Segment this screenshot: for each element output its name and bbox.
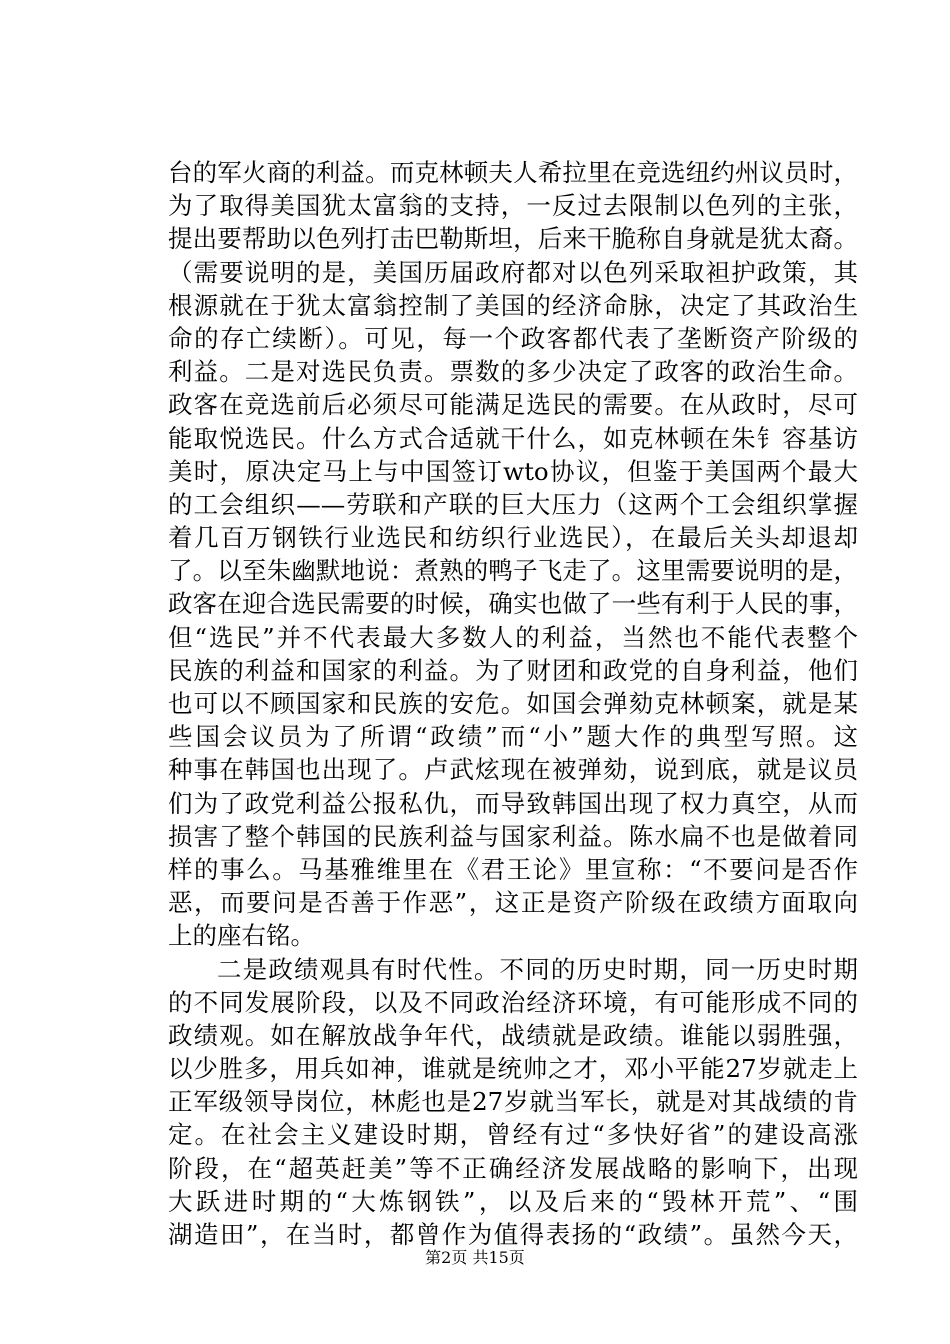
text-line: 恶，而要问是否善于作恶”，这正是资产阶级在政绩方面取向: [168, 888, 858, 918]
text-line: 正军级领导岗位，林彪也是27岁就当军长，就是对其战绩的肯: [168, 1087, 858, 1117]
text-line: 也可以不顾国家和民族的安危。如国会弹劾克林顿案，就是某: [168, 689, 858, 718]
text-line: 上的座右铭。: [168, 921, 315, 951]
text-line: 政绩观。如在解放战争年代，战绩就是政绩。谁能以弱胜强，: [168, 1020, 858, 1050]
text-line: 台的军火商的利益。而克林顿夫人希拉里在竞选纽约州议员时，: [168, 158, 858, 187]
text-line: 根源就在于犹太富翁控制了美国的经济命脉，决定了其政治生: [168, 290, 858, 320]
text-line: 定。在社会主义建设时期，曾经有过“多快好省”的建设高涨: [168, 1120, 858, 1150]
text-line: 种事在韩国也出现了。卢武炫现在被弹劾，说到底，就是议员: [168, 755, 858, 785]
text-line: 提出要帮助以色列打击巴勒斯坦，后来干脆称自身就是犹太裔。: [168, 224, 858, 254]
text-line: 样的事么。马基雅维里在《君王论》里宣称：“不要问是否作: [168, 854, 858, 884]
page-number-footer: 第2页 共15页: [425, 1248, 525, 1267]
text-line: 湖造田”，在当时，都曾作为值得表扬的“政绩”。虽然今天，: [168, 1220, 858, 1249]
text-line: 政客在竞选前后必须尽可能满足选民的需要。在从政时，尽可: [168, 390, 858, 420]
text-line: 以少胜多，用兵如神，谁就是统帅之才，邓小平能27岁就走上: [168, 1054, 858, 1084]
text-line: 能取悦选民。什么方式合适就干什么，如克林顿在朱钅容基访: [168, 423, 858, 453]
text-line: 们为了政党利益公报私仇，而导致韩国出现了权力真空，从而: [168, 788, 858, 818]
body-text: [168, 156, 858, 1251]
text-line: 阶段，在“超英赶美”等不正确经济发展战略的影响下，出现: [168, 1153, 858, 1183]
text-line: 损害了整个韩国的民族利益与国家利益。陈水扁不也是做着同: [168, 821, 858, 851]
text-line: 民族的利益和国家的利益。为了财团和政党的自身利益，他们: [168, 655, 858, 685]
text-line: 些国会议员为了所谓“政绩”而“小”题大作的典型写照。这: [168, 722, 858, 752]
text-line: 着几百万钢铁行业选民和纺织行业选民），在最后关头却退却: [168, 523, 858, 553]
text-line: 政客在迎合选民需要的时候，确实也做了一些有利于人民的事，: [168, 589, 858, 619]
text-line: 但“选民”并不代表最大多数人的利益，当然也不能代表整个: [168, 622, 858, 652]
text-line: 的工会组织——劳联和产联的巨大压力（这两个工会组织掌握: [168, 489, 858, 519]
text-line: 利益。二是对选民负责。票数的多少决定了政客的政治生命。: [168, 357, 858, 387]
text-line: 了。以至朱幽默地说：煮熟的鸭子飞走了。这里需要说明的是，: [168, 556, 858, 586]
text-line: 的不同发展阶段，以及不同政治经济环境，有可能形成不同的: [168, 987, 858, 1017]
text-line: （需要说明的是，美国历届政府都对以色列采取袒护政策，其: [168, 257, 858, 287]
text-line: 为了取得美国犹太富翁的支持，一反过去限制以色列的主张，: [168, 191, 858, 221]
text-line: 大跃进时期的“大炼钢铁”，以及后来的“毁林开荒”、“围: [168, 1186, 858, 1216]
text-line: 命的存亡续断）。可见，每一个政客都代表了垄断资产阶级的: [168, 323, 858, 353]
paragraph-first-line: 二是政绩观具有时代性。不同的历史时期，同一历史时期: [217, 954, 858, 984]
text-line: 美时，原决定马上与中国签订wto协议，但鉴于美国两个最大: [168, 456, 858, 486]
